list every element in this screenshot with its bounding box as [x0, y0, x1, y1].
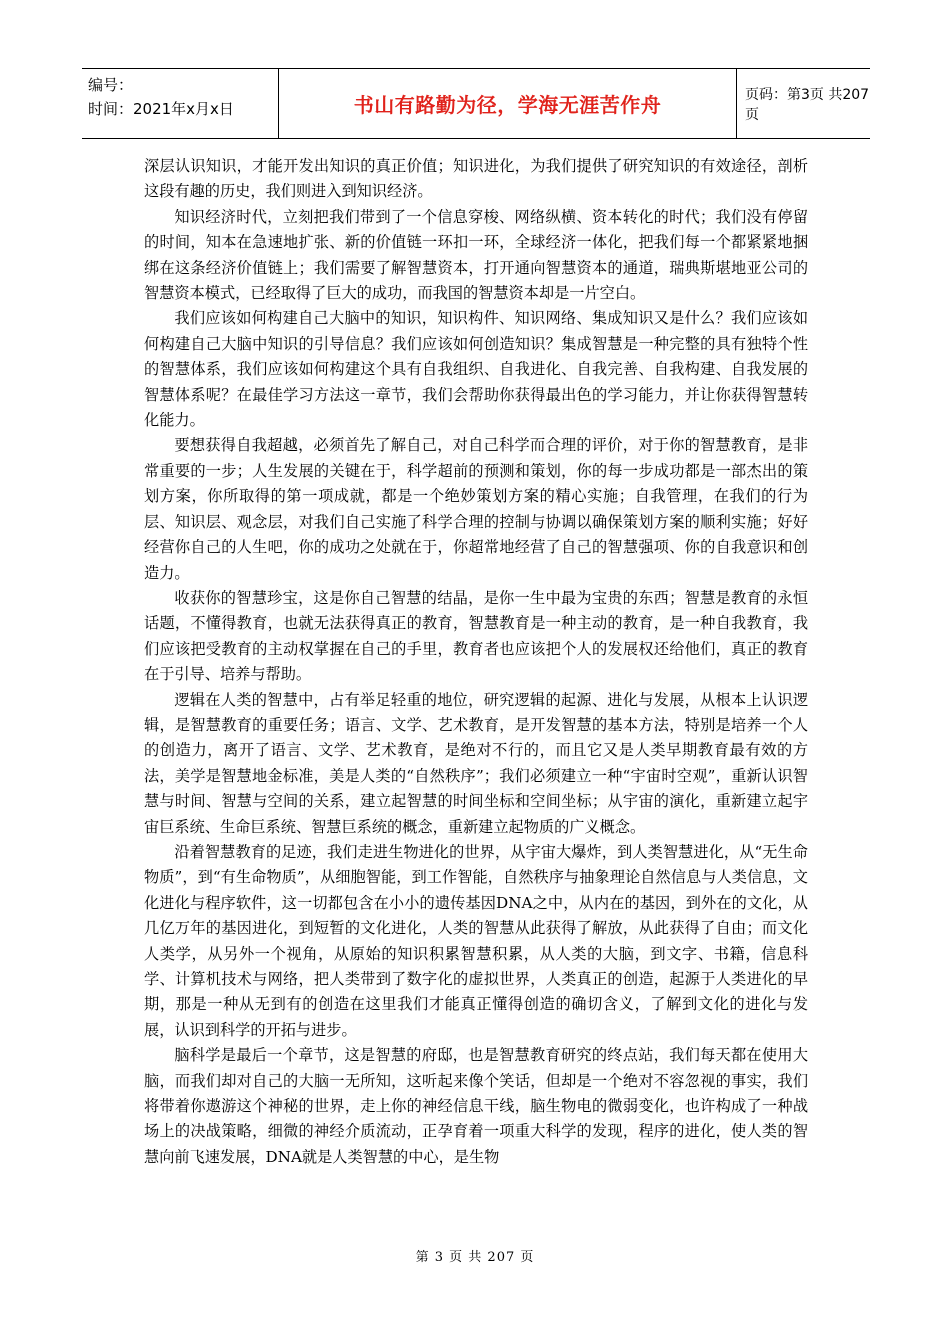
body-paragraph: 收获你的智慧珍宝，这是你自己智慧的结晶，是你一生中最为宝贵的东西；智慧是教育的永恒话题，不懂得教育，也就无法获得真正的教育，智慧教育是一种主动的教育，是一种自我教育，我们应该把受教育的主动权掌握在自己的手里，教育者也应该把个人的发展权还给他们，真正的教育在于引导、培养与帮助。 — [144, 588, 808, 684]
page-header — [82, 68, 870, 139]
page-footer: 第 3 页 共 207 页 — [415, 1250, 535, 1265]
body-paragraph: 逻辑在人类的智慧中，占有举足轻重的地位，研究逻辑的起源、进化与发展，从根本上认识逻辑，是智慧教育的重要任务；语言、文学、艺术教育，是开发智慧的基本方法，特别是培养一个人的创造力，离开了语言、文学、艺术教育，是绝对不行的，而且它又是人类早期教育最有效的方法，美学是智慧地金标准，美是人类的“自然秩序”；我们必须建立一种“宇宙时空观”，重新认识智慧与时间、智慧与空间的关系，建立起智慧的时间坐标和空间坐标；从宇宙的演化，重新建立起宇宙巨系统、生命巨系统、智慧巨系统的概念，重新建立起物质的广义概念。 — [144, 690, 808, 836]
header-meta — [82, 69, 279, 138]
header-page-info: 页码：第3页 共207页 — [745, 86, 870, 123]
document-number-label: 编号： — [88, 76, 134, 94]
header-motto: 书山有路勤为径，学海无涯苦作舟 — [353, 93, 662, 117]
document-time-label: 时间：2021年x月x日 — [88, 100, 234, 118]
document-body — [144, 154, 808, 1170]
body-paragraph: 我们应该如何构建自己大脑中的知识，知识构件、知识网络、集成知识又是什么？我们应该如何构建自己大脑中知识的引导信息？我们应该如何创造知识？集成智慧是一种完整的具有独特个性的智慧体系，我们应该如何构建这个具有自我组织、自我进化、自我完善、自我构建、自我发展的智慧体系呢？在最佳学习方法这一章节，我们会帮助你获得最出色的学习能力，并让你获得智慧转化能力。 — [144, 309, 808, 430]
body-paragraph: 沿着智慧教育的足迹，我们走进生物进化的世界，从宇宙大爆炸，到人类智慧进化，从“无生命物质”，到“有生命物质”，从细胞智能，到工作智能，自然秩序与抽象理论自然信息与人类信息，文化进化与程序软件，这一切都包含在小小的遗传基因DNA之中，从内在的基因，到外在的文化，从几亿万年的基因进化，到短暂的文化进化，人类的智慧从此获得了解放，从此获得了自由；而文化人类学，从另外一个视角，从原始的知识积累智慧积累，从人类的大脑，到文字、书籍，信息科学、计算机技术与网络，把人类带到了数字化的虚拟世界，人类真正的创造，起源于人类进化的早期，那是一种从无到有的创造在这里我们才能真正懂得创造的确切含义，了解到文化的进化与发展，认识到科学的开拓与进步。 — [144, 842, 808, 1039]
body-paragraph: 要想获得自我超越，必须首先了解自己，对自己科学而合理的评价，对于你的智慧教育，是非常重要的一步；人生发展的关键在于，科学超前的预测和策划，你的每一步成功都是一部杰出的策划方案，你所取得的第一项成就，都是一个绝妙策划方案的精心实施；自我管理，在我们的行为层、知识层、观念层，对我们自己实施了科学合理的控制与协调以确保策划方案的顺利实施；好好经营你自己的人生吧，你的成功之处就在于，你超常地经营了自己的智慧强项、你的自我意识和创造力。 — [144, 436, 808, 582]
header-motto-cell — [279, 69, 737, 138]
body-paragraph: 知识经济时代，立刻把我们带到了一个信息穿梭、网络纵横、资本转化的时代；我们没有停留的时间，知本在急速地扩张、新的价值链一环扣一环，全球经济一体化，把我们每一个都紧紧地捆绑在这条经济价值链上；我们需要了解智慧资本，打开通向智慧资本的通道，瑞典斯堪地亚公司的智慧资本模式，已经取得了巨大的成功，而我国的智慧资本却是一片空白。 — [144, 207, 808, 303]
body-paragraph: 脑科学是最后一个章节，这是智慧的府邸，也是智慧教育研究的终点站，我们每天都在使用大脑，而我们却对自己的大脑一无所知，这听起来像个笑话，但却是一个绝对不容忽视的事实，我们将带着你遨游这个神秘的世界，走上你的神经信息干线，脑生物电的微弱变化，也许构成了一种战场上的决战策略，细微的神经介质流动，正孕育着一项重大科学的发现，程序的进化，使人类的智慧向前飞速发展，DNA就是人类智慧的中心，是生物 — [144, 1046, 808, 1166]
body-paragraph: 深层认识知识，才能开发出知识的真正价值；知识进化，为我们提供了研究知识的有效途径，剖析这段有趣的历史，我们则进入到知识经济。 — [144, 157, 808, 201]
